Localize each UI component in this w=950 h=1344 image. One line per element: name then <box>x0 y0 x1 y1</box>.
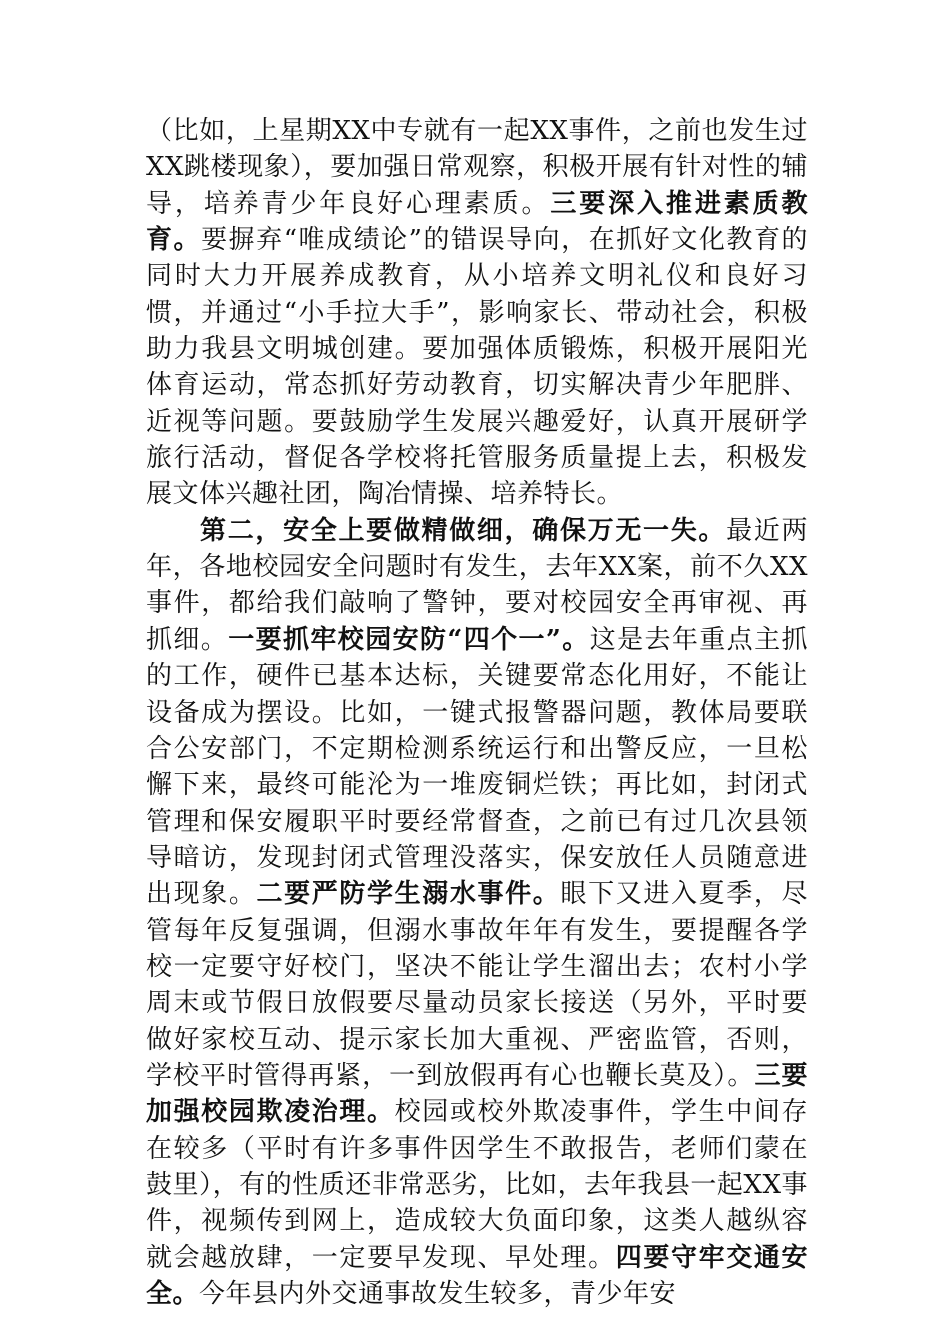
paragraph-text: 要摒弃“唯成绩论”的错误导向，在抓好文化教育的同时大力开展养成教育，从小培养文明礼仪和良好习惯，并通过“小手拉大手”，影响家长、带动社会，积极助力我县文明城创建。要加强体质锻炼，积极开展阳光体育运动，常态抓好劳动教育，切实解决青少年肥胖、近视等问题。要鼓励学生发展兴趣爱好，认真开展研学旅行活动，督促各学校将托管服务质量提上去，积极发展文体兴趣社团，陶冶情操、培养特长。 <box>146 225 808 510</box>
bold-heading: 一要抓牢校园安防“四个一”。 <box>228 624 590 655</box>
paragraph-text: 最近两年，各地校园安全问题时有发生，去年XX案，前不久XX事件，都给我们敲响了警钟，要对校园安全再审视、再抓细。 <box>146 515 808 655</box>
bold-heading: 三要深入推进素质教育。 <box>146 188 808 256</box>
paragraph-text: （比如，上星期XX中专就有一起XX事件，之前也发生过XX跳楼现象），要加强日常观察，积极开展有针对性的辅导，培养青少年良好心理素质。 <box>146 116 808 219</box>
bold-heading: 三要加强校园欺凌治理。 <box>146 1060 808 1128</box>
bold-heading: 四要守牢交通安全。 <box>146 1242 808 1309</box>
paragraph-text: 今年县内外交通事故发生较多，青少年安 <box>199 1279 677 1309</box>
paragraph-text: 眼下又进入夏季，尽管每年反复强调，但溺水事故年年有发生，要提醒各学校一定要守好校门，坚决不能让学生溜出去；农村小学周末或节假日放假要尽量动员家长接送（另外，平时要做好家校互动、提示家长加大重视、严密监管，否则，学校平时管得再紧，一到放假再有心也鞭长莫及）。 <box>146 879 808 1091</box>
paragraph-safety <box>146 513 808 1313</box>
document-page <box>146 113 808 1312</box>
bold-heading: 二要严防学生溺水事件。 <box>256 879 561 910</box>
paragraph-quality-education <box>146 113 808 513</box>
paragraph-text: 这是去年重点主抓的工作，硬件已基本达标，关键要常态化用好，不能让设备成为摆设。比如，一键式报警器问题，教体局要联合公安部门，不定期检测系统运行和出警反应，一旦松懈下来，最终可能沦为一堆废铜烂铁；再比如，封闭式管理和保安履职平时要经常督查，之前已有过几次县领导暗访，发现封闭式管理没落实，保安放任人员随意进出现象。 <box>146 624 808 910</box>
section-heading: 第二，安全上要做精做细，确保万无一失。 <box>200 515 727 546</box>
paragraph-text: 校园或校外欺凌事件，学生中间存在较多（平时有许多事件因学生不敢报告，老师们蒙在鼓里），有的性质还非常恶劣，比如，去年我县一起XX事件，视频传到网上，造成较大负面印象，这类人越纵容就会越放肆，一定要早发现、早处理。 <box>146 1097 808 1273</box>
